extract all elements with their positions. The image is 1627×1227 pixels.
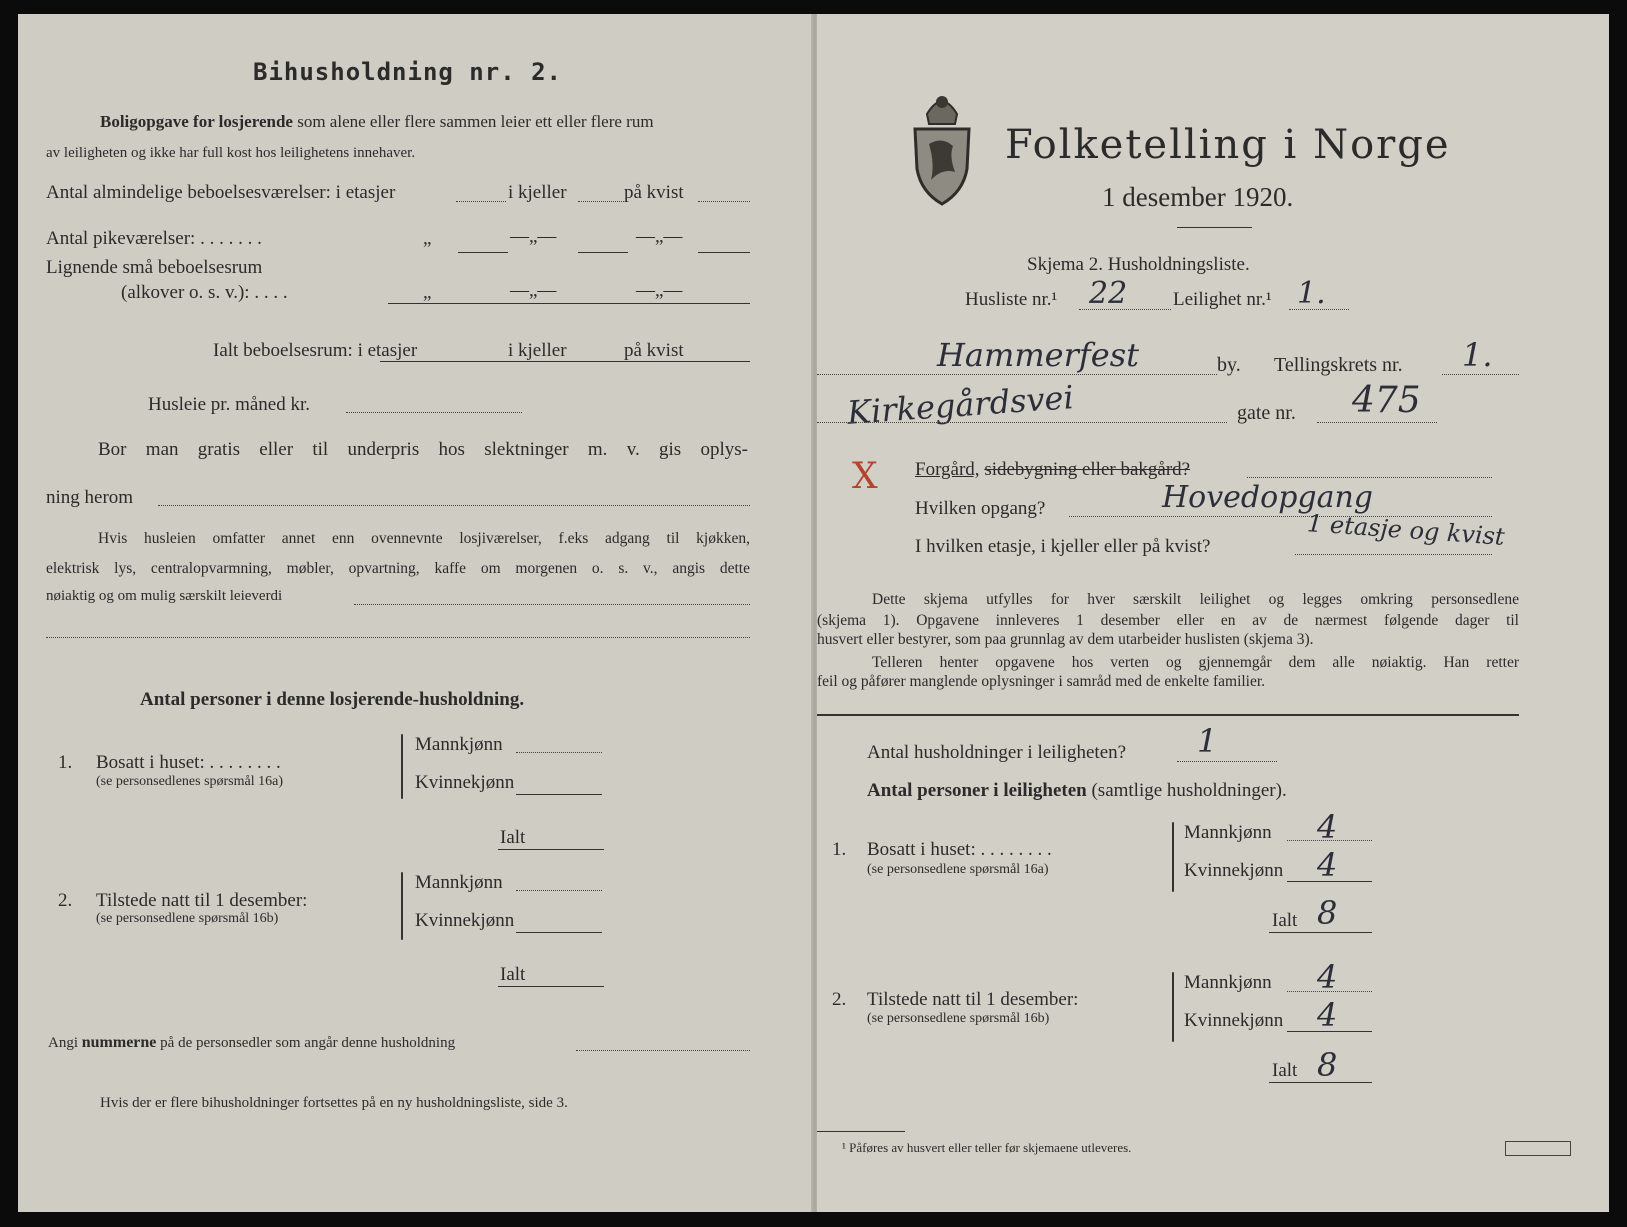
husliste-label: Husliste nr.¹ <box>965 289 1058 310</box>
r-q2-mann-value[interactable]: 4 <box>1317 958 1338 996</box>
leilighet-value[interactable]: 1. <box>1297 276 1326 311</box>
bor-line-2: ning herom <box>46 487 134 508</box>
q2-kvinne-field[interactable] <box>516 932 602 933</box>
husleie-field[interactable] <box>346 412 522 413</box>
pike-ditto-1: „ <box>423 228 432 249</box>
q2-brace <box>401 872 403 940</box>
ialt-rooms-label: Ialt beboelsesrum: i etasjer <box>213 340 418 361</box>
pike-label: Antal pikeværelser: . . . . . . . <box>46 228 262 249</box>
hush-value[interactable]: 1 <box>1197 722 1218 760</box>
q2-label: Tilstede natt til 1 desember: <box>96 890 308 911</box>
right-title: Folketelling i Norge <box>1005 122 1451 168</box>
lignende-ditto-1: „ <box>423 282 432 303</box>
intro-line-2: av leiligheten og ikke har full kost hos leilighetens innehaver. <box>46 145 416 161</box>
hush-label: Antal husholdninger i leiligheten? <box>867 742 1127 763</box>
q2-ialt-label: Ialt <box>500 964 526 985</box>
pike-field-1[interactable] <box>458 252 508 253</box>
left-page <box>18 14 813 1212</box>
city-value[interactable]: Hammerfest <box>937 336 1139 374</box>
bor-line-1: Bor man gratis eller til underpris hos slektninger m. v. gis oplys- <box>98 439 748 460</box>
tellingskrets-label: Tellingskrets nr. <box>1274 354 1403 376</box>
leilighet-label: Leilighet nr.¹ <box>1173 289 1272 310</box>
r-q1-label: Bosatt i huset: . . . . . . . . <box>867 839 1052 860</box>
tellingskrets-value[interactable]: 1. <box>1462 336 1493 374</box>
lignende-field-0[interactable] <box>388 303 750 304</box>
info-line-5: feil og påfører manglende oplysninger i samråd med de enkelte familier. <box>817 673 1266 690</box>
city-field[interactable] <box>817 374 1217 375</box>
r-q1-kvinne-value[interactable]: 4 <box>1317 846 1338 884</box>
antal-line <box>867 780 1287 802</box>
r-q2-ialt-field[interactable] <box>1269 1082 1372 1083</box>
q1-brace <box>401 734 403 799</box>
rooms-kjeller-field[interactable] <box>578 201 624 202</box>
r-q2-kvinne-label: Kvinnekjønn <box>1184 1010 1284 1031</box>
r-q1-mann-label: Mannkjønn <box>1184 822 1272 843</box>
angi-field[interactable] <box>576 1050 750 1051</box>
street-field[interactable] <box>817 422 1227 423</box>
r-q1-kvinne-field[interactable] <box>1287 881 1372 882</box>
left-footer: Hvis der er flere bihusholdninger fortsettes på en ny husholdningsliste, side 3. <box>100 1095 568 1111</box>
intro-line-1 <box>100 112 654 132</box>
etasje-value[interactable]: 1 etasje og kvist <box>1306 509 1506 551</box>
intro-bold: Boligopgave for losjerende <box>100 112 293 131</box>
q1-ialt-field[interactable] <box>498 849 604 850</box>
pike-field-3[interactable] <box>698 252 750 253</box>
husleie-label: Husleie pr. måned kr. <box>148 394 310 415</box>
r-q1-mann-value[interactable]: 4 <box>1317 808 1338 846</box>
q2-num: 2. <box>58 890 73 911</box>
r-q2-kvinne-field[interactable] <box>1287 1031 1372 1032</box>
husliste-field[interactable] <box>1079 309 1171 310</box>
forgard-option: Forgård, <box>915 459 980 480</box>
angi-line <box>48 1034 455 1052</box>
sidebygning-option: sidebygning eller bakgård? <box>984 459 1191 480</box>
pike-ditto-2: —„— <box>510 226 557 247</box>
r-q1-ialt-label: Ialt <box>1272 910 1298 931</box>
ialt-kjeller-label: i kjeller <box>508 340 567 361</box>
rooms-label: Antal almindelige beboelsesværelser: i etasjer <box>46 182 396 203</box>
lignende-ditto-3: —„— <box>636 280 683 301</box>
antal-rest: (samtlige husholdninger). <box>1091 780 1287 801</box>
r-q2-ialt-label: Ialt <box>1272 1060 1298 1081</box>
right-page <box>817 14 1609 1212</box>
q1-num: 1. <box>58 752 73 773</box>
husliste-value[interactable]: 22 <box>1089 276 1128 311</box>
info-line-2: (skjema 1). Opgavene innleveres 1 desember eller en av de nærmest følgende dager til <box>817 612 1519 629</box>
r-q2-mann-field[interactable] <box>1287 991 1372 992</box>
r-q1-ialt-value[interactable]: 8 <box>1317 894 1338 932</box>
opgang-label: Hvilken opgang? <box>915 498 1046 519</box>
angi-rest: på de personsedler som angår denne husholdning <box>160 1035 456 1051</box>
rooms-kjeller-label: i kjeller <box>508 182 567 203</box>
by-label: by. <box>1217 354 1241 376</box>
r-q2-num: 2. <box>832 989 847 1010</box>
antal-header: Antal personer i denne losjerende-husholdning. <box>140 689 525 710</box>
r-q2-ialt-value[interactable]: 8 <box>1317 1046 1338 1084</box>
right-date: 1 desember 1920. <box>1102 182 1294 212</box>
forgard-label <box>915 459 1190 481</box>
q1-sub: (se personsedlenes spørsmål 16a) <box>96 774 284 789</box>
leilighet-field[interactable] <box>1289 309 1349 310</box>
r-q2-kvinne-value[interactable]: 4 <box>1317 996 1338 1034</box>
ialt-kvist-label: på kvist <box>624 340 684 361</box>
gate-value[interactable]: 475 <box>1352 380 1421 421</box>
gate-field[interactable] <box>1317 422 1437 423</box>
r-q2-mann-label: Mannkjønn <box>1184 972 1272 993</box>
pike-field-2[interactable] <box>578 252 628 253</box>
q2-ialt-field[interactable] <box>498 986 604 987</box>
lignende-ditto-2: —„— <box>510 280 557 301</box>
r-q1-brace <box>1172 822 1174 892</box>
q1-label: Bosatt i huset: . . . . . . . . <box>96 752 281 773</box>
footnote: ¹ Påføres av husvert eller teller før skjemaene utleveres. <box>842 1140 1132 1155</box>
leieverdi-field-2[interactable] <box>46 637 750 638</box>
rooms-kvist-label: på kvist <box>624 182 684 203</box>
q2-sub: (se personsedlene spørsmål 16b) <box>96 911 279 926</box>
q1-mann-field[interactable] <box>516 752 602 753</box>
info-line-3: husvert eller bestyrer, som paa grunnlag av dem utarbeider huslisten (skjema 3). <box>817 631 1314 648</box>
info-line-4: Telleren henter opgavene hos verten og gjennemgår dem alle nøiaktig. Han retter <box>872 654 1519 671</box>
printer-stamp-icon <box>1505 1141 1571 1156</box>
ialt-rooms-field[interactable] <box>380 361 750 362</box>
gate-label: gate nr. <box>1237 402 1296 424</box>
q2-mann-field[interactable] <box>516 890 602 891</box>
r-q2-label: Tilstede natt til 1 desember: <box>867 989 1079 1010</box>
angi-bold: nummerne <box>81 1034 157 1051</box>
etasje-field[interactable] <box>1295 554 1492 555</box>
lignende-label-1: Lignende små beboelsesrum <box>46 257 263 278</box>
leieverdi-field[interactable] <box>354 604 750 605</box>
r-q1-mann-field[interactable] <box>1287 840 1372 841</box>
hvis-line-2: elektrisk lys, centralopvarmning, møbler, opvartning, kaffe om morgenen o. s. v., angis dette <box>46 560 750 577</box>
q2-mann-label: Mannkjønn <box>415 872 503 893</box>
tellingskrets-field[interactable] <box>1442 374 1519 375</box>
coat-of-arms-icon <box>907 84 977 209</box>
rooms-kvist-field[interactable] <box>698 201 750 202</box>
q1-ialt-label: Ialt <box>500 827 526 848</box>
antal-bold: Antal personer i leiligheten <box>867 780 1087 801</box>
footnote-rule <box>817 1131 905 1132</box>
street-value[interactable]: Kirkegårdsvei <box>845 378 1075 432</box>
angi-pre: Angi <box>48 1035 78 1051</box>
rooms-etasjer-field[interactable] <box>456 201 506 202</box>
date-rule <box>1177 227 1252 228</box>
r-q1-sub: (se personsedlene spørsmål 16a) <box>867 862 1049 877</box>
etasje-label: I hvilken etasje, i kjeller eller på kvist? <box>915 536 1211 557</box>
bor-field[interactable] <box>158 505 750 506</box>
q1-mann-label: Mannkjønn <box>415 734 503 755</box>
hush-field[interactable] <box>1177 761 1277 762</box>
forgard-mark: X <box>852 456 878 497</box>
r-q1-kvinne-label: Kvinnekjønn <box>1184 860 1284 881</box>
opgang-value[interactable]: Hovedopgang <box>1162 480 1374 515</box>
r-q2-sub: (se personsedlene spørsmål 16b) <box>867 1011 1050 1026</box>
q1-kvinne-label: Kvinnekjønn <box>415 772 515 793</box>
left-title: Bihusholdning nr. 2. <box>253 58 562 86</box>
hvis-line-3: nøiaktig og om mulig særskilt leieverdi <box>46 588 283 604</box>
info-rule <box>817 714 1519 716</box>
forgard-field[interactable] <box>1247 477 1492 478</box>
q1-kvinne-field[interactable] <box>516 794 602 795</box>
info-line-1: Dette skjema utfylles for hver særskilt leilighet og legges omkring personsedlene <box>872 591 1519 608</box>
r-q2-brace <box>1172 972 1174 1042</box>
hvis-line-1: Hvis husleien omfatter annet enn ovennevnte losjiværelser, f.eks adgang til kjøkken, <box>98 530 750 547</box>
lignende-label-2: (alkover o. s. v.): . . . . <box>121 282 288 303</box>
pike-ditto-3: —„— <box>636 226 683 247</box>
intro-rest: som alene eller flere sammen leier ett eller flere rum <box>297 112 654 131</box>
r-q1-ialt-field[interactable] <box>1269 932 1372 933</box>
r-q1-num: 1. <box>832 839 847 860</box>
q2-kvinne-label: Kvinnekjønn <box>415 910 515 931</box>
skjema: Skjema 2. Husholdningsliste. <box>1027 254 1250 275</box>
